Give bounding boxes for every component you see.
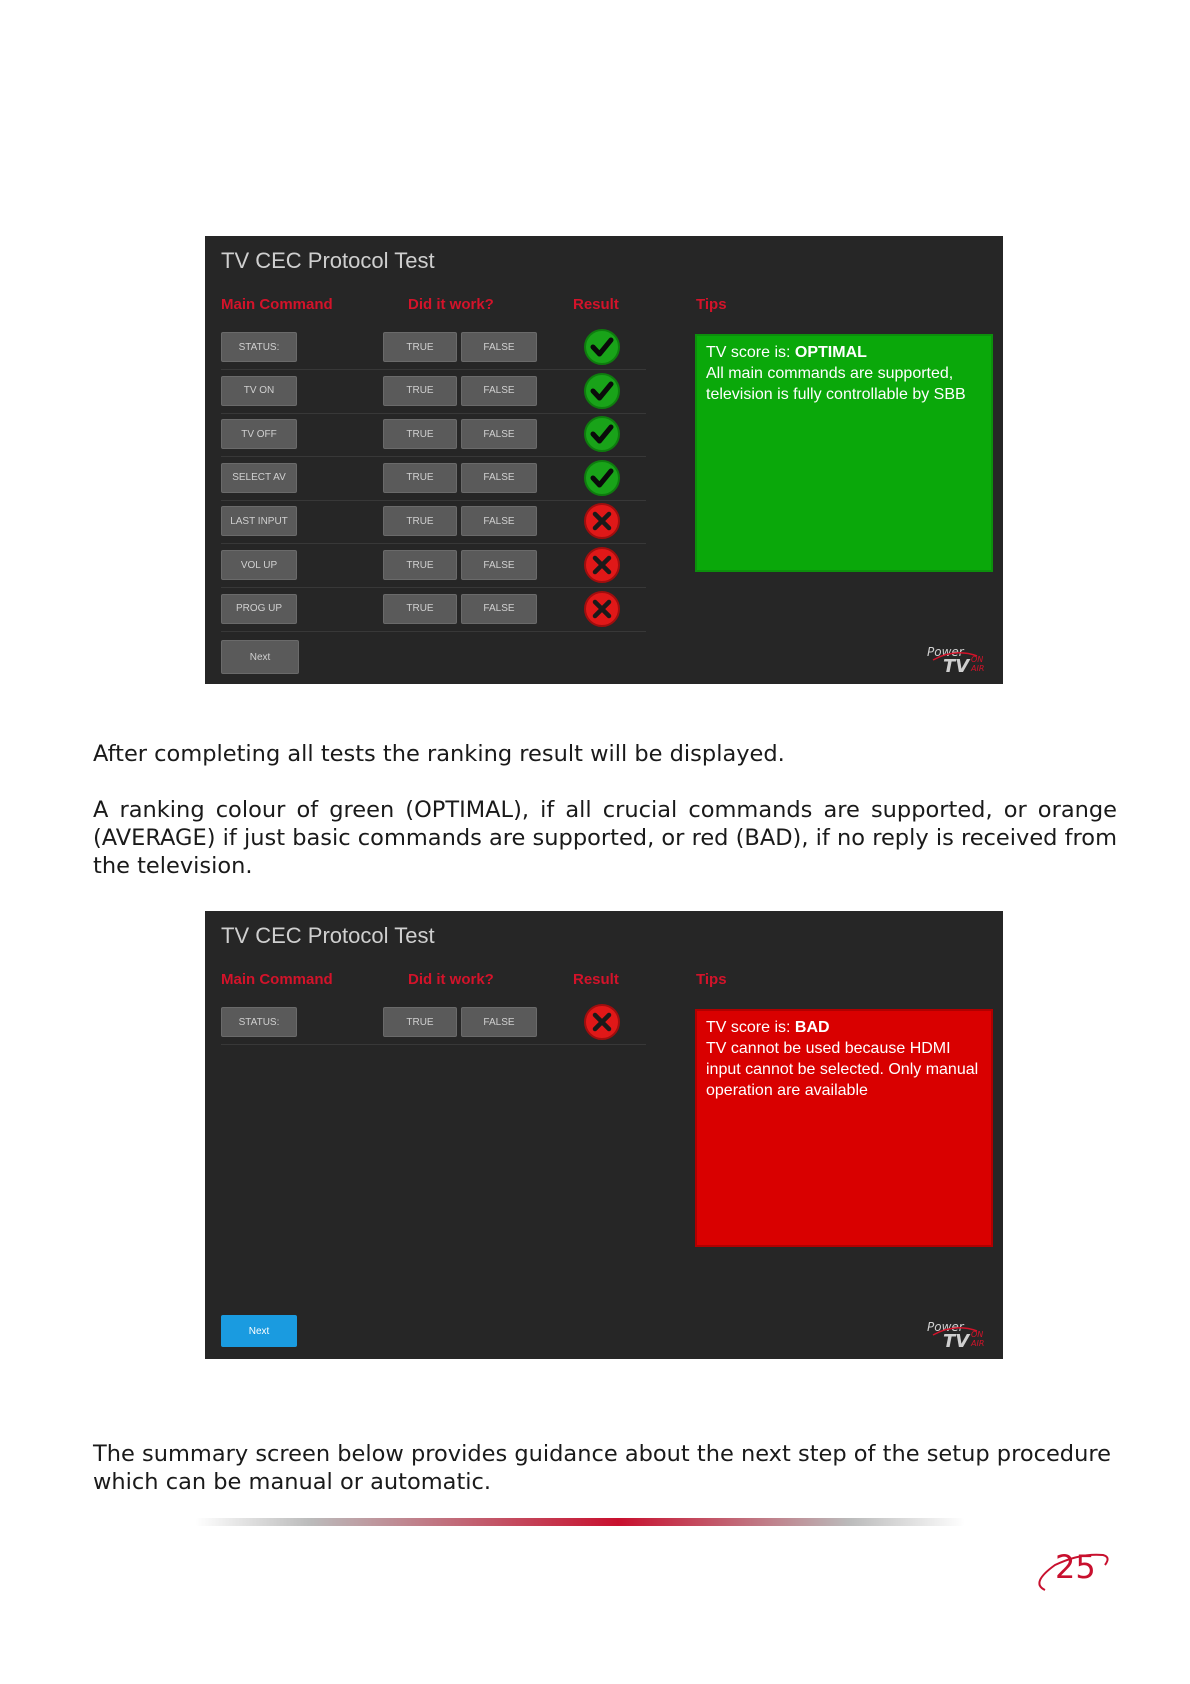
column-main-command: Main Command (221, 971, 333, 988)
table-row (221, 326, 646, 370)
true-button[interactable]: TRUE (383, 376, 457, 406)
logo-air: AIR (971, 1339, 985, 1348)
logo-tv: TV (943, 656, 970, 676)
column-result: Result (573, 296, 619, 313)
screenshot-optimal (205, 236, 1003, 684)
check-icon (583, 459, 621, 497)
tv-score: OPTIMAL (794, 344, 867, 361)
command-button[interactable]: LAST INPUT (221, 506, 297, 536)
table-row (221, 370, 646, 414)
false-button[interactable]: FALSE (461, 419, 537, 449)
check-icon (583, 372, 621, 410)
false-button[interactable]: FALSE (461, 550, 537, 580)
command-button[interactable]: PROG UP (221, 594, 297, 624)
false-button[interactable]: FALSE (461, 332, 537, 362)
next-button[interactable]: Next (221, 1315, 297, 1347)
cross-icon (583, 502, 621, 540)
footer-divider (195, 1518, 965, 1526)
false-button[interactable]: FALSE (461, 376, 537, 406)
cross-icon (583, 546, 621, 584)
false-button[interactable]: FALSE (461, 1007, 537, 1037)
tip-text: TV cannot be used because HDMI input cannot be selected. Only manual operation are available (706, 1040, 979, 1099)
table-row (221, 544, 646, 588)
tip-text: All main commands are supported, television is fully controllable by SBB (706, 365, 966, 403)
screen-title: TV CEC Protocol Test (221, 248, 435, 273)
table-row (221, 1001, 646, 1045)
column-result: Result (573, 971, 619, 988)
table-row (221, 500, 646, 544)
check-icon (583, 415, 621, 453)
power-tv-logo (925, 1315, 995, 1351)
true-button[interactable]: TRUE (383, 550, 457, 580)
false-button[interactable]: FALSE (461, 463, 537, 493)
paragraph-summary-screen: The summary screen below provides guidance about the next step of the setup procedure which can be manual or automatic. (93, 1441, 1111, 1495)
page-number: 25 (1055, 1548, 1096, 1586)
tip-prefix: TV score is: (706, 1019, 795, 1036)
command-button[interactable]: STATUS: (221, 1007, 297, 1037)
screen-title: TV CEC Protocol Test (221, 923, 435, 948)
column-did-it-work: Did it work? (408, 296, 494, 313)
logo-power: Power (927, 1320, 964, 1334)
command-button[interactable]: SELECT AV (221, 463, 297, 493)
command-button[interactable]: VOL UP (221, 550, 297, 580)
screenshot-bad (205, 911, 1003, 1359)
tip-box (695, 334, 993, 572)
true-button[interactable]: TRUE (383, 332, 457, 362)
true-button[interactable]: TRUE (383, 419, 457, 449)
false-button[interactable]: FALSE (461, 506, 537, 536)
logo-on: ON (971, 655, 984, 664)
command-button[interactable]: TV ON (221, 376, 297, 406)
table-row (221, 413, 646, 457)
tip-prefix: TV score is: (706, 344, 795, 361)
column-tips: Tips (696, 971, 727, 988)
false-button[interactable]: FALSE (461, 594, 537, 624)
logo-power: Power (927, 645, 964, 659)
column-did-it-work: Did it work? (408, 971, 494, 988)
logo-air: AIR (971, 664, 985, 673)
paragraph-ranking-colours: A ranking colour of green (OPTIMAL), if all crucial commands are supported, or orange (AVERAGE) if just basic commands are supported, or red (BAD), if no reply is received from the television. (93, 797, 1117, 879)
next-button[interactable]: Next (221, 640, 299, 674)
logo-on: ON (971, 1330, 984, 1339)
true-button[interactable]: TRUE (383, 594, 457, 624)
tip-box (695, 1009, 993, 1247)
column-tips: Tips (696, 296, 727, 313)
tv-score: BAD (794, 1019, 830, 1036)
command-button[interactable]: STATUS: (221, 332, 297, 362)
column-main-command: Main Command (221, 296, 333, 313)
command-button[interactable]: TV OFF (221, 419, 297, 449)
table-row (221, 457, 646, 501)
true-button[interactable]: TRUE (383, 1007, 457, 1037)
check-icon (583, 328, 621, 366)
true-button[interactable]: TRUE (383, 463, 457, 493)
cross-icon (583, 1003, 621, 1041)
logo-tv: TV (943, 1331, 970, 1351)
true-button[interactable]: TRUE (383, 506, 457, 536)
paragraph-ranking-intro: After completing all tests the ranking result will be displayed. (93, 741, 785, 767)
cross-icon (583, 590, 621, 628)
power-tv-logo (925, 640, 995, 676)
table-row (221, 588, 646, 632)
